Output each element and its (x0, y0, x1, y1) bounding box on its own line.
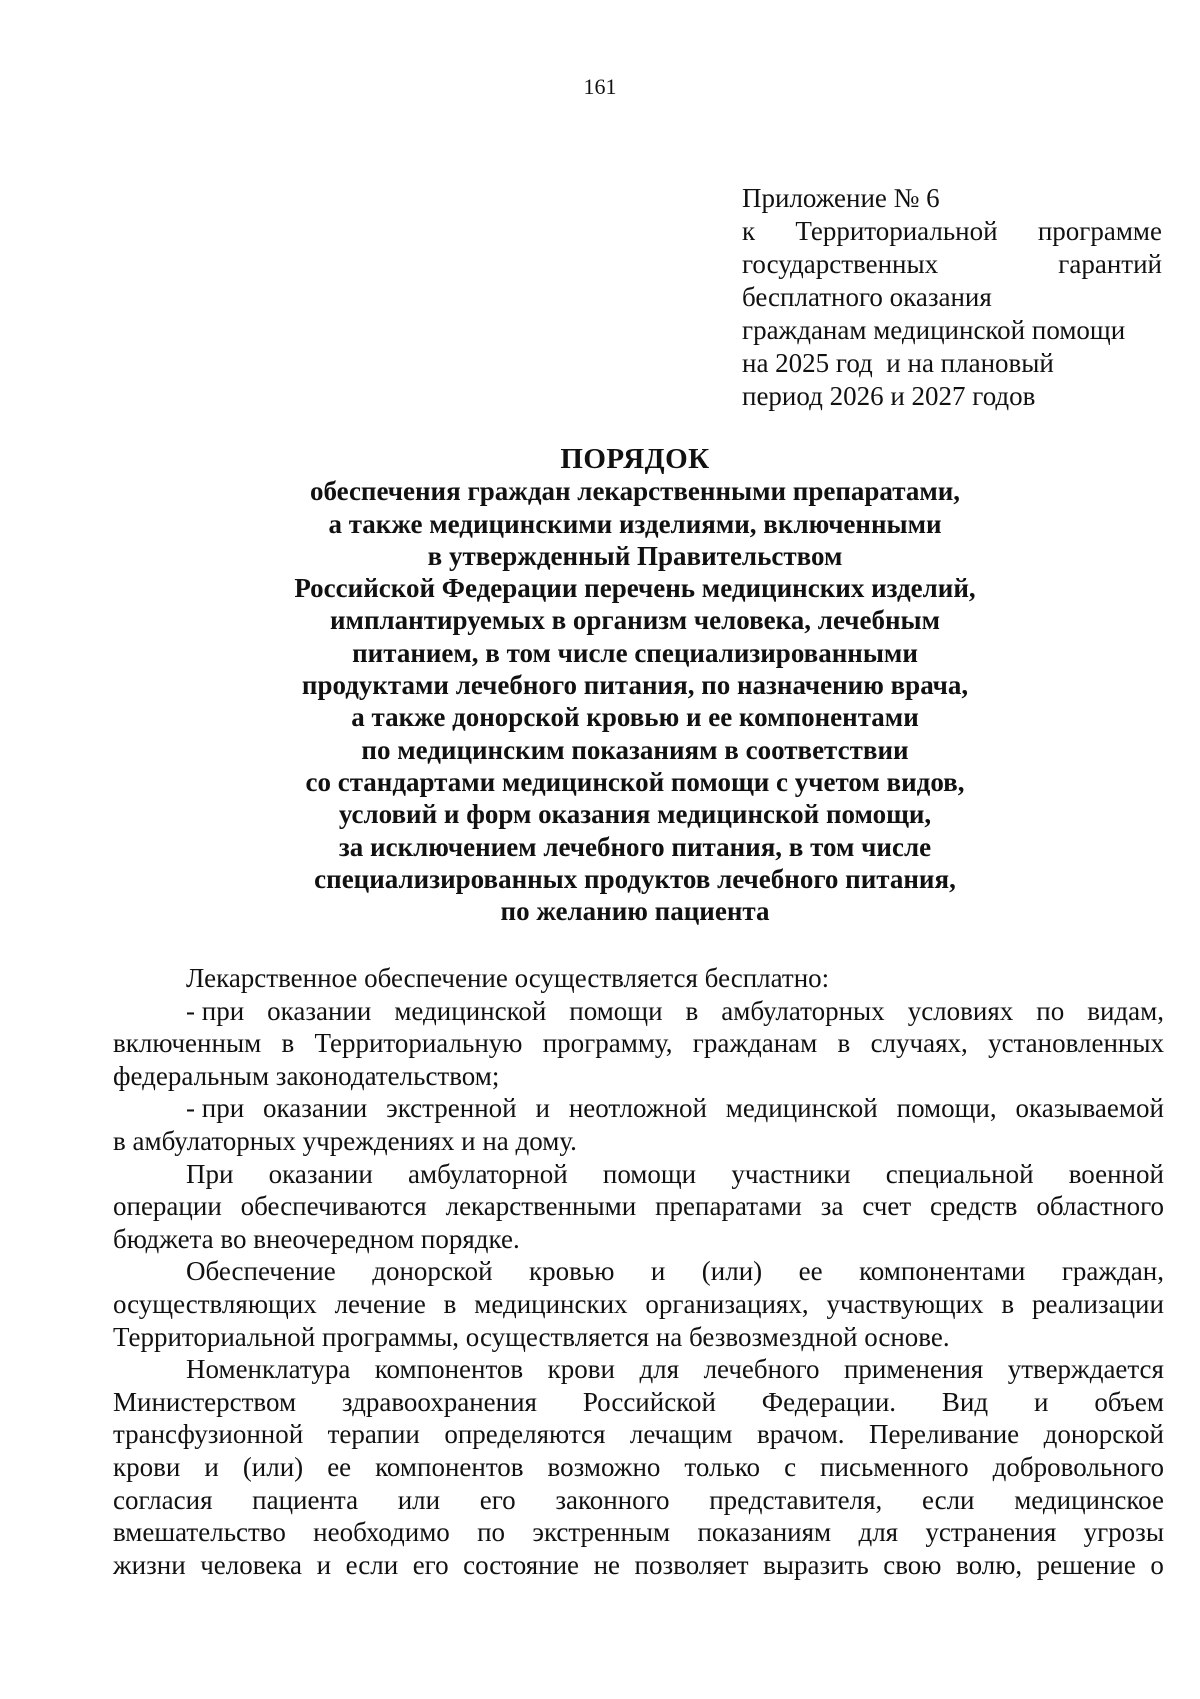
title-line: имплантируемых в организм человека, лечебным (330, 605, 940, 636)
word: и (204, 1451, 219, 1482)
word: реализации (1031, 1288, 1164, 1319)
word: амбулаторной (408, 1158, 568, 1189)
appendix-line: гражданам медицинской помощи (742, 315, 1126, 345)
appendix-line: Приложение № 6 (742, 183, 940, 213)
word: компонентами (859, 1256, 1026, 1287)
word: решение (1036, 1549, 1136, 1580)
body-line: бюджета во внеочередном порядке. (113, 1223, 520, 1254)
word: помощи, (896, 1093, 997, 1124)
word: трансфузионной (113, 1419, 304, 1450)
word: компонентов (374, 1354, 524, 1385)
word: представителя, (709, 1484, 883, 1515)
word: за (820, 1191, 844, 1222)
word: в (685, 995, 699, 1026)
word: объем (1094, 1386, 1164, 1417)
word: оказываемой (1015, 1093, 1164, 1124)
title-line: а также донорской кровью и ее компонентами (351, 702, 919, 733)
body-line (113, 1353, 1164, 1386)
word: устранения (925, 1517, 1057, 1548)
body-line (113, 995, 1164, 1028)
word: - при (186, 995, 245, 1026)
word: помощи (569, 995, 663, 1026)
word: волю, (956, 1549, 1023, 1580)
word: Территориальной (795, 216, 998, 246)
word: донорской (1043, 1419, 1164, 1450)
appendix-line: бесплатного оказания (742, 282, 992, 312)
body-line (113, 1190, 1164, 1223)
title-line: за исключением лечебного питания, в том числе (338, 831, 932, 862)
body-line (113, 1027, 1164, 1060)
word: препаратами (655, 1191, 802, 1222)
word: в (281, 1028, 295, 1059)
appendix-line: период 2026 и 2027 годов (742, 381, 1036, 411)
word: здравоохранения (341, 1386, 537, 1417)
word: Обеспечение (186, 1256, 336, 1287)
word: программе (1037, 216, 1162, 246)
title-line: а также медицинскими изделиями, включенными (328, 508, 942, 539)
word: утверждается (1007, 1354, 1164, 1385)
word: не (593, 1549, 620, 1580)
word: по (1036, 995, 1065, 1026)
word: его (412, 1549, 449, 1580)
body-line (113, 1484, 1164, 1517)
word: установленных (988, 1028, 1164, 1059)
word: показаниям (697, 1517, 832, 1548)
word: ее (327, 1451, 352, 1482)
word: если (345, 1549, 399, 1580)
word: Федерации. (761, 1386, 897, 1417)
word: его (479, 1484, 516, 1515)
word: в (837, 1028, 851, 1059)
body-line (113, 1255, 1164, 1288)
word: граждан, (1061, 1256, 1164, 1287)
word: крови (113, 1451, 181, 1482)
word: гражданам (692, 1028, 818, 1059)
word: Номенклатура (186, 1354, 351, 1385)
word: условиях (907, 995, 1014, 1026)
word: амбулаторных (721, 995, 885, 1026)
word: медицинской (725, 1093, 878, 1124)
word: видам, (1087, 995, 1164, 1026)
word: специальной (885, 1158, 1034, 1189)
word: или (397, 1484, 441, 1515)
word: средств (930, 1191, 1018, 1222)
word: государственных (742, 249, 939, 279)
word: (или) (701, 1256, 763, 1287)
title-line: по желанию пациента (500, 896, 770, 927)
word: лечащим (629, 1419, 733, 1450)
word: по (477, 1517, 506, 1548)
title-line: со стандартами медицинской помощи с учетом видов, (305, 766, 965, 797)
body-line: Лекарственное обеспечение осуществляется бесплатно: (186, 963, 830, 993)
title-line: специализированных продуктов лечебного питания, (314, 863, 956, 894)
word: оказании (267, 995, 372, 1026)
word: включенным (113, 1028, 262, 1059)
word: добровольного (992, 1451, 1164, 1482)
appendix-line (742, 248, 1162, 281)
paragraph-blood-components (113, 1353, 1164, 1581)
paragraph-donor-blood (113, 1255, 1164, 1353)
body-line: в амбулаторных учреждениях и на дому. (113, 1125, 577, 1156)
word: организациях, (645, 1288, 809, 1319)
word: помощи (602, 1158, 697, 1189)
word: случаях, (870, 1028, 968, 1059)
word: лечение (334, 1288, 426, 1319)
body-line (113, 1451, 1164, 1484)
word: участвующих (826, 1288, 984, 1319)
word: определяются (444, 1419, 606, 1450)
body-line: Территориальной программы, осуществляется на безвозмездной основе. (113, 1321, 950, 1352)
word: в (443, 1288, 457, 1319)
word: применения (843, 1354, 984, 1385)
body-line (113, 1516, 1164, 1549)
word: о (1150, 1549, 1164, 1580)
title-line: в утвержденный Правительством (427, 540, 843, 571)
body-line (113, 1158, 1164, 1191)
word: необходимо (313, 1517, 450, 1548)
word: программу, (542, 1028, 673, 1059)
word: лекарственными (445, 1191, 637, 1222)
title-line: Российской Федерации перечень медицинских изделий, (294, 573, 976, 604)
paragraph-military-participants (113, 1158, 1164, 1256)
word: обеспечиваются (240, 1191, 427, 1222)
word: Министерством (113, 1386, 297, 1417)
word: возможно (547, 1451, 661, 1482)
word: свою (883, 1549, 942, 1580)
word: счет (862, 1191, 912, 1222)
word: крови (547, 1354, 615, 1385)
title-heading: ПОРЯДОК (560, 443, 710, 475)
word: экстренным (532, 1517, 671, 1548)
body-line (113, 1288, 1164, 1321)
word: - при (186, 1093, 245, 1124)
appendix-line (742, 215, 1162, 248)
body-line (113, 1549, 1164, 1582)
word: человека (200, 1549, 303, 1580)
appendix-block (742, 182, 1162, 413)
word: оказании (263, 1093, 368, 1124)
word: военной (1068, 1158, 1164, 1189)
word: для (858, 1517, 899, 1548)
word: выразить (763, 1549, 869, 1580)
word: если (921, 1484, 975, 1515)
word: осуществляющих (113, 1288, 317, 1319)
word: и (316, 1549, 332, 1580)
title-line: продуктами лечебного питания, по назначению врача, (301, 670, 969, 701)
word: для (639, 1354, 680, 1385)
word: и (1033, 1386, 1049, 1417)
word: пациента (252, 1484, 359, 1515)
word: неотложной (568, 1093, 707, 1124)
word: и (650, 1256, 666, 1287)
word: вмешательство (113, 1517, 286, 1548)
word: состояние (463, 1549, 580, 1580)
word: компонентов (375, 1451, 524, 1482)
word: экстренной (386, 1093, 517, 1124)
paragraph-free-provision (113, 962, 1164, 1158)
word: ее (798, 1256, 823, 1287)
word: только (684, 1451, 761, 1482)
word: терапии (327, 1419, 420, 1450)
word: медицинских (474, 1288, 628, 1319)
body-line (113, 1386, 1164, 1419)
word: законного (555, 1484, 670, 1515)
appendix-line: на 2025 год и на плановый (742, 348, 1054, 378)
word: письменного (820, 1451, 969, 1482)
word: Переливание (869, 1419, 1020, 1450)
word: медицинской (394, 995, 547, 1026)
word: и (535, 1093, 550, 1124)
body-line: федеральным законодательством; (113, 1060, 500, 1091)
word: операции (113, 1191, 222, 1222)
word: (или) (242, 1451, 304, 1482)
word: При (186, 1158, 234, 1189)
word: кровью (529, 1256, 615, 1287)
word: Вид (941, 1386, 989, 1417)
document-title (0, 443, 1200, 927)
title-line: питанием, в том числе специализированными (352, 637, 918, 668)
word: в (1001, 1288, 1015, 1319)
word: угрозы (1083, 1517, 1164, 1548)
word: медицинское (1014, 1484, 1164, 1515)
title-line: обеспечения граждан лекарственными препаратами, (309, 476, 961, 507)
word: с (784, 1451, 797, 1482)
word: позволяет (634, 1549, 749, 1580)
word: врачом. (756, 1419, 845, 1450)
word: донорской (372, 1256, 493, 1287)
word: согласия (113, 1484, 213, 1515)
body-line (113, 1418, 1164, 1451)
word: к (742, 216, 756, 246)
title-line: по медицинским показаниям в соответствии (361, 734, 909, 765)
body-line (113, 1092, 1164, 1125)
word: оказании (268, 1158, 373, 1189)
word: лечебного (703, 1354, 820, 1385)
word: Российской (582, 1386, 716, 1417)
word: областного (1036, 1191, 1164, 1222)
title-line: условий и форм оказания медицинской помощи, (338, 799, 932, 830)
page-number: 161 (583, 74, 617, 99)
word: гарантий (1058, 249, 1162, 279)
body-text (113, 962, 1164, 1581)
word: участники (731, 1158, 851, 1189)
word: жизни (113, 1549, 186, 1580)
word: Территориальную (314, 1028, 523, 1059)
